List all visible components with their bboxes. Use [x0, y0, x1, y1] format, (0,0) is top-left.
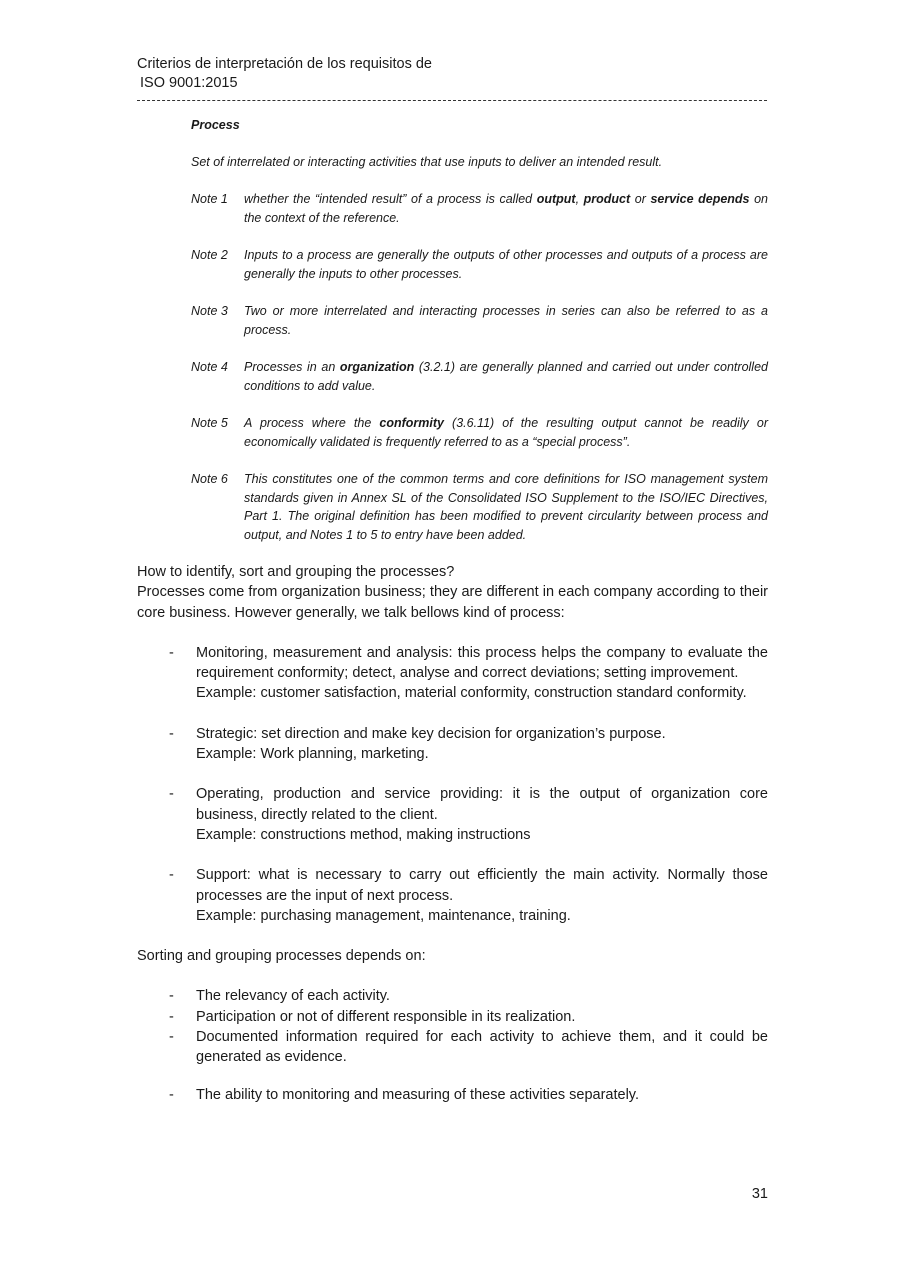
header-title: Criterios de interpretación de los requisitos de [137, 56, 432, 72]
note-label: Note 4 [191, 360, 228, 374]
definition-text: Set of interrelated or interacting activities that use inputs to deliver an intended result. [191, 154, 663, 169]
note-label: Note 3 [191, 304, 228, 318]
list-item [137, 986, 768, 1006]
definition-note [191, 358, 768, 395]
sorting-criterion-text: The ability to monitoring and measuring of these activities separately. [196, 1086, 640, 1103]
sorting-criterion-text: Participation or not of different responsible in its realization. [196, 1008, 576, 1025]
header-divider [137, 100, 767, 101]
sorting-title: Sorting and grouping processes depends on: [137, 948, 426, 965]
definition-note [191, 190, 768, 227]
process-type-example: Example: purchasing management, maintenance, training. [196, 907, 571, 924]
process-type-example: Example: constructions method, making instructions [196, 826, 531, 843]
definition-note [191, 470, 768, 544]
note-label: Note 2 [191, 248, 228, 262]
definition-term: Process [191, 118, 240, 132]
definition-note [191, 302, 768, 339]
bullet-body [196, 724, 768, 765]
note-text: Two or more interrelated and interacting processes in series can also be referred to as a process. [244, 304, 768, 337]
definition-note [191, 414, 768, 451]
process-type-description: Support: what is necessary to carry out efficiently the main activity. Normally those processes are the input of next process. [196, 867, 768, 904]
list-item [137, 1007, 768, 1027]
process-type-example: Example: customer satisfaction, material conformity, construction standard conformity. [196, 685, 747, 702]
list-item [137, 724, 768, 765]
note-label: Note 5 [191, 416, 228, 430]
list-item [137, 1027, 768, 1068]
bullet-dash: - [169, 725, 174, 742]
page-number: 31 [751, 1186, 768, 1202]
process-type-description: Monitoring, measurement and analysis: this process helps the company to evaluate the requirement conformity; detect, analyse and correct deviations; setting improvement. [196, 644, 768, 682]
bullet-dash: - [169, 1008, 174, 1025]
list-item [137, 865, 768, 926]
definition-block [191, 116, 768, 563]
definition-notes [191, 190, 768, 544]
bullet-dash: - [169, 786, 174, 803]
bullet-dash: - [169, 1086, 174, 1103]
note-text: This constitutes one of the common terms and core definitions for ISO management system standards given in Annex SL of the Consolidated ISO Supplement to the ISO/IEC Directives, Part 1. The original definition has been modified to prevent circularity between process and output, and Notes 1 to 5 to entry have been added. [244, 472, 768, 542]
definition-note [191, 246, 768, 283]
sorting-criteria-list [137, 986, 768, 1104]
bullet-body [196, 865, 768, 926]
bullet-dash: - [169, 867, 174, 884]
intro-paragraph: Processes come from organization business; they are different in each company according to their core business. However generally, we talk bellows kind of process: [137, 584, 768, 621]
note-text: Inputs to a process are generally the outputs of other processes and outputs of a process are generally the inputs to other processes. [244, 248, 768, 281]
process-type-example: Example: Work planning, marketing. [196, 746, 429, 763]
note-label: Note 1 [191, 192, 228, 206]
bullet-dash: - [169, 1029, 174, 1046]
list-item [137, 784, 768, 845]
header-standard: ISO 9001:2015 [140, 75, 238, 91]
section-question: How to identify, sort and grouping the processes? [137, 564, 455, 580]
bullet-dash: - [169, 988, 174, 1005]
list-item [137, 643, 768, 704]
body-section [137, 562, 768, 1105]
process-type-description: Strategic: set direction and make key decision for organization’s purpose. [196, 725, 666, 742]
sorting-criterion-text: Documented information required for each activity to achieve them, and it could be generated as evidence. [196, 1029, 768, 1066]
note-text: Processes in an organization (3.2.1) are generally planned and carried out under controlled conditions to add value. [244, 360, 768, 393]
bullet-body [196, 643, 768, 704]
list-item [137, 1085, 768, 1105]
sorting-criterion-text: The relevancy of each activity. [196, 988, 390, 1005]
note-text: A process where the conformity (3.6.11) of the resulting output cannot be readily or economically validated is frequently referred to as a “special process”. [244, 416, 768, 449]
bullet-dash: - [169, 644, 174, 661]
process-types-list [137, 643, 768, 926]
process-type-description: Operating, production and service providing: it is the output of organization core business, directly related to the client. [196, 786, 768, 823]
bullet-body [196, 784, 768, 845]
note-label: Note 6 [191, 472, 228, 486]
note-text: whether the “intended result” of a process is called output, product or service depends on the context of the reference. [244, 192, 768, 225]
page-header [137, 55, 777, 93]
